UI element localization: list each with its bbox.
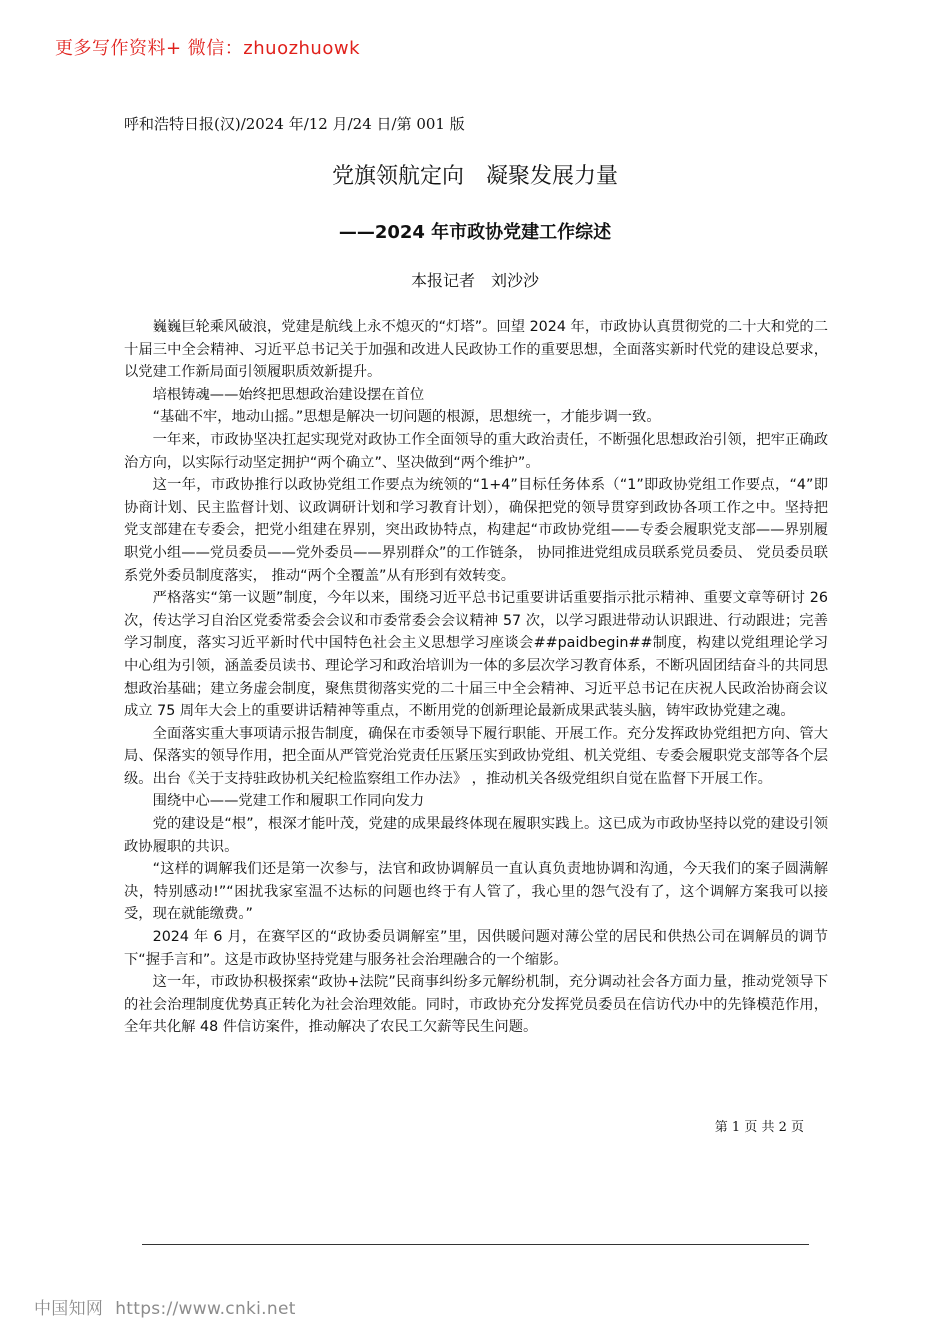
paragraph: 一年来，市政协坚决扛起实现党对政协工作全面领导的重大政治责任，不断强化思想政治引领，把牢正确政治方向，以实际行动坚定拥护“两个确立”、坚决做到“两个维护”。	[124, 431, 828, 471]
paragraph: 全面落实重大事项请示报告制度，确保在市委领导下履行职能、开展工作。充分发挥政协党组把方向、管大局、保落实的领导作用，把全面从严管党治党责任压紧压实到政协党组、机关党组、专委会履职党支部等各个层级。出台《关于支持驻政协机关纪检监察组工作办法》 ，推动机关各级党组织自觉在监督下开展工作。	[124, 725, 828, 787]
watermark	[34, 1294, 296, 1319]
article-body	[124, 316, 828, 1039]
byline: 本报记者 刘沙沙	[410, 271, 539, 290]
footer-divider	[142, 1244, 809, 1245]
paragraph: 这一年，市政协积极探索“政协+法院”民商事纠纷多元解纷机制，充分调动社会各方面力量，推动党领导下的社会治理制度优势真正转化为社会治理效能。同时，市政协充分发挥党员委员在信访代办中的先锋模范作用，全年共化解 48 件信访案件，推动解决了农民工欠薪等民生问题。	[124, 974, 828, 1036]
paragraph: “这样的调解我们还是第一次参与，法官和政协调解员一直认真负责地协调和沟通，今天我们的案子圆满解决，特别感动!”“困扰我家室温不达标的问题也终于有人管了，我心里的怨气没有了，这个调解方案我可以接受，现在就能缴费。”	[124, 861, 828, 923]
watermark-url: https://www.cnki.net	[115, 1299, 296, 1319]
section-heading: 培根铸魂——始终把思想政治建设摆在首位	[152, 386, 425, 403]
paragraph: “基础不牢，地动山摇。”思想是解决一切问题的根源，思想统一，才能步调一致。	[152, 409, 661, 426]
paragraph: 党的建设是“根”，根深才能叶茂，党建的成果最终体现在履职实践上。这已成为市政协坚持以党的建设引领政协履职的共识。	[124, 816, 828, 855]
paragraph: 2024 年 6 月，在赛罕区的“政协委员调解室”里，因供暖问题对薄公堂的居民和供热公司在调解员的调节下“握手言和”。这是市政协坚持党建与服务社会治理融合的一个缩影。	[124, 929, 828, 968]
article-subtitle: ——2024 年市政协党建工作综述	[338, 222, 612, 243]
paragraph: 严格落实“第一议题”制度，今年以来，围绕习近平总书记重要讲话重要指示批示精神、重要文章等研讨 26 次，传达学习自治区党委常委会会议和市委常委会会议精神 57 次，以学习跟进带动认识跟进、行动跟进；完善学习制度，落实习近平新时代中国特色社会主义思想学习座谈会##paidbegin##制度，构建以党组理论学习中心组为引领，涵盖委员读书、理论学习和政治培训为一体的多层次学习教育体系，不断巩固团结奋斗的共同思想政治基础；建立务虚会制度，聚焦贯彻落实党的二十届三中全会精神、习近平总书记在庆祝人民政治协商会议成立 75 周年大会上的重要讲话精神等重点，不断用党的创新理论最新成果武装头脑，铸牢政协党建之魂。	[124, 590, 828, 720]
paragraph: 巍巍巨轮乘风破浪，党建是航线上永不熄灭的“灯塔”。回望 2024 年，市政协认真贯彻党的二十大和党的二十届三中全会精神、习近平总书记关于加强和改进人民政协工作的重要思想，全面落实新时代党的建设总要求，以党建工作新局面引领履职质效新提升。	[124, 319, 828, 381]
source-line: 呼和浩特日报(汉)/2024 年/12 月/24 日/第 001 版	[124, 115, 465, 133]
section-heading: 围绕中心——党建工作和履职工作同向发力	[152, 793, 425, 810]
page-number: 第 1 页 共 2 页	[714, 1120, 804, 1135]
article-title: 党旗领航定向 凝聚发展力量	[331, 164, 618, 189]
promo-banner: 更多写作资料+ 微信：zhuozhuowk	[55, 38, 361, 59]
watermark-site-name: 中国知网	[34, 1299, 104, 1319]
paragraph: 这一年，市政协推行以政协党组工作要点为统领的“1+4”目标任务体系（“1”即政协党组工作要点，“4”即协商计划、民主监督计划、议政调研计划和学习教育计划），确保把党的领导贯穿到政协各项工作之中。坚持把党支部建在专委会，把党小组建在界别，突出政协特点，构建起“市政协党组——专委会履职党支部——界别履职党小组——党员委员——党外委员——界别群众”的工作链条， 协同推进党组成员联系党员委员、 党员委员联系党外委员制度落实， 推动“两个全覆盖”从有形到有效转变。	[124, 477, 828, 584]
